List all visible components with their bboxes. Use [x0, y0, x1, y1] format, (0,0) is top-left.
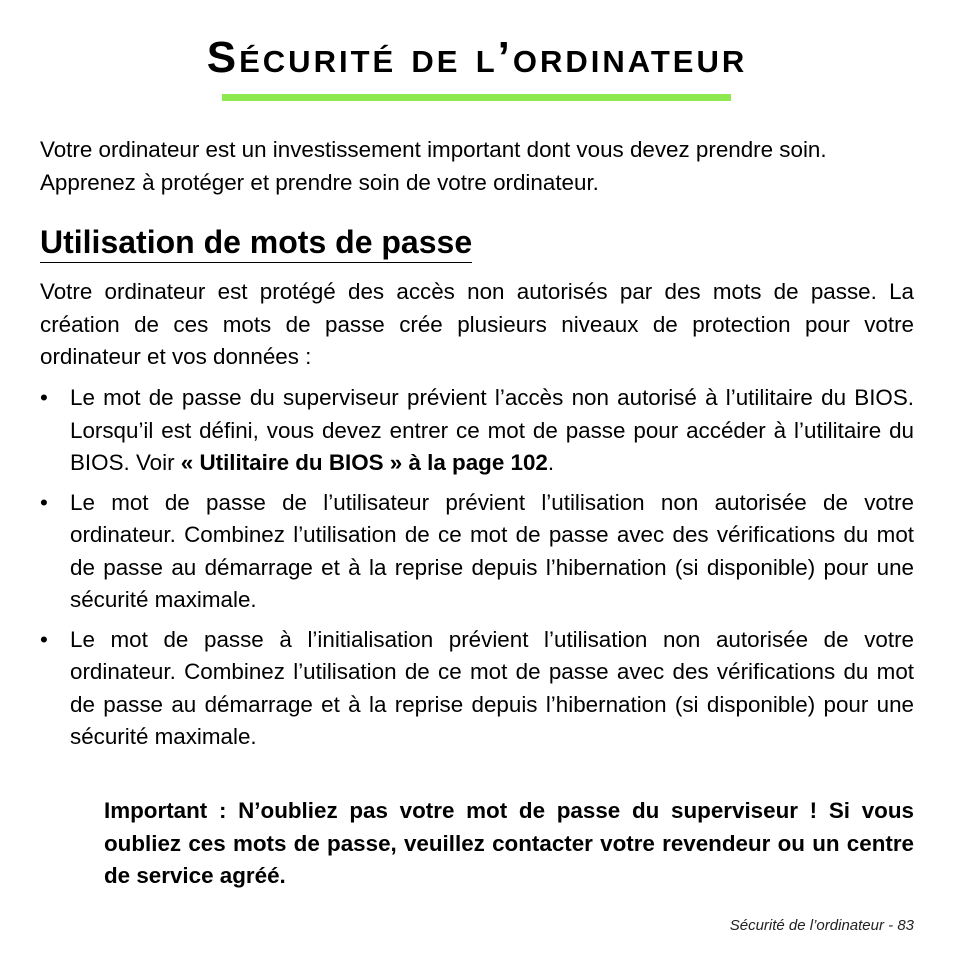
bullet-icon: • [40, 489, 48, 515]
important-note: Important : N’oubliez pas votre mot de passe du superviseur ! Si vous oubliez ces mots de passe, veuillez contacter votre revendeur ou un centre de service agréé. [104, 798, 914, 888]
bullet-icon: • [40, 385, 48, 410]
page-footer [730, 917, 914, 934]
list-item [40, 624, 914, 754]
bullet-icon: • [40, 626, 48, 652]
page-number: 83 [897, 917, 914, 934]
title-underline-bar [222, 94, 731, 101]
section-paragraph: Votre ordinateur est protégé des accès non autorisés par des mots de passe. La création de ces mots de passe crée plusieurs niveaux de protection pour votre ordinateur et vos données : [40, 279, 914, 369]
list-item [40, 487, 914, 617]
bullet-text: Le mot de passe du superviseur prévient l’accès non autorisé à l’utilitaire du BIOS. Lorsqu’il est défini, vous devez entrer ce mot de passe pour accéder à l’utilitaire du BIOS. Voir [70, 385, 914, 475]
bullet-text-end: . [547, 450, 555, 475]
section-heading: Utilisation de mots de passe [40, 222, 472, 263]
page-title: Sécurité de l’ordinateur [206, 33, 748, 82]
intro-paragraph: Votre ordinateur est un investissement important dont vous devez prendre soin. Apprenez à protéger et prendre soin de votre ordinateur. [40, 137, 827, 195]
bullet-text: Le mot de passe à l’initialisation prévient l’utilisation non autorisée de votre ordinateur. Combinez l’utilisation de ce mot de passe avec des vérifications du mot de passe au démarrage et à la reprise depuis l’hibernation (si disponible) pour une sécurité maximale. [70, 626, 914, 749]
list-item [40, 382, 914, 480]
bullet-text: Le mot de passe de l’utilisateur prévient l’utilisation non autorisée de votre ordinateur. Combinez l’utilisation de ce mot de passe avec des vérifications du mot de passe au démarrage et à la reprise depuis l’hibernation (si disponible) pour une sécurité maximale. [70, 489, 914, 612]
bios-reference-link[interactable]: « Utilitaire du BIOS » à la page 102 [180, 450, 548, 475]
footer-label: Sécurité de l’ordinateur - [729, 917, 898, 934]
password-bullet-list [40, 382, 914, 761]
